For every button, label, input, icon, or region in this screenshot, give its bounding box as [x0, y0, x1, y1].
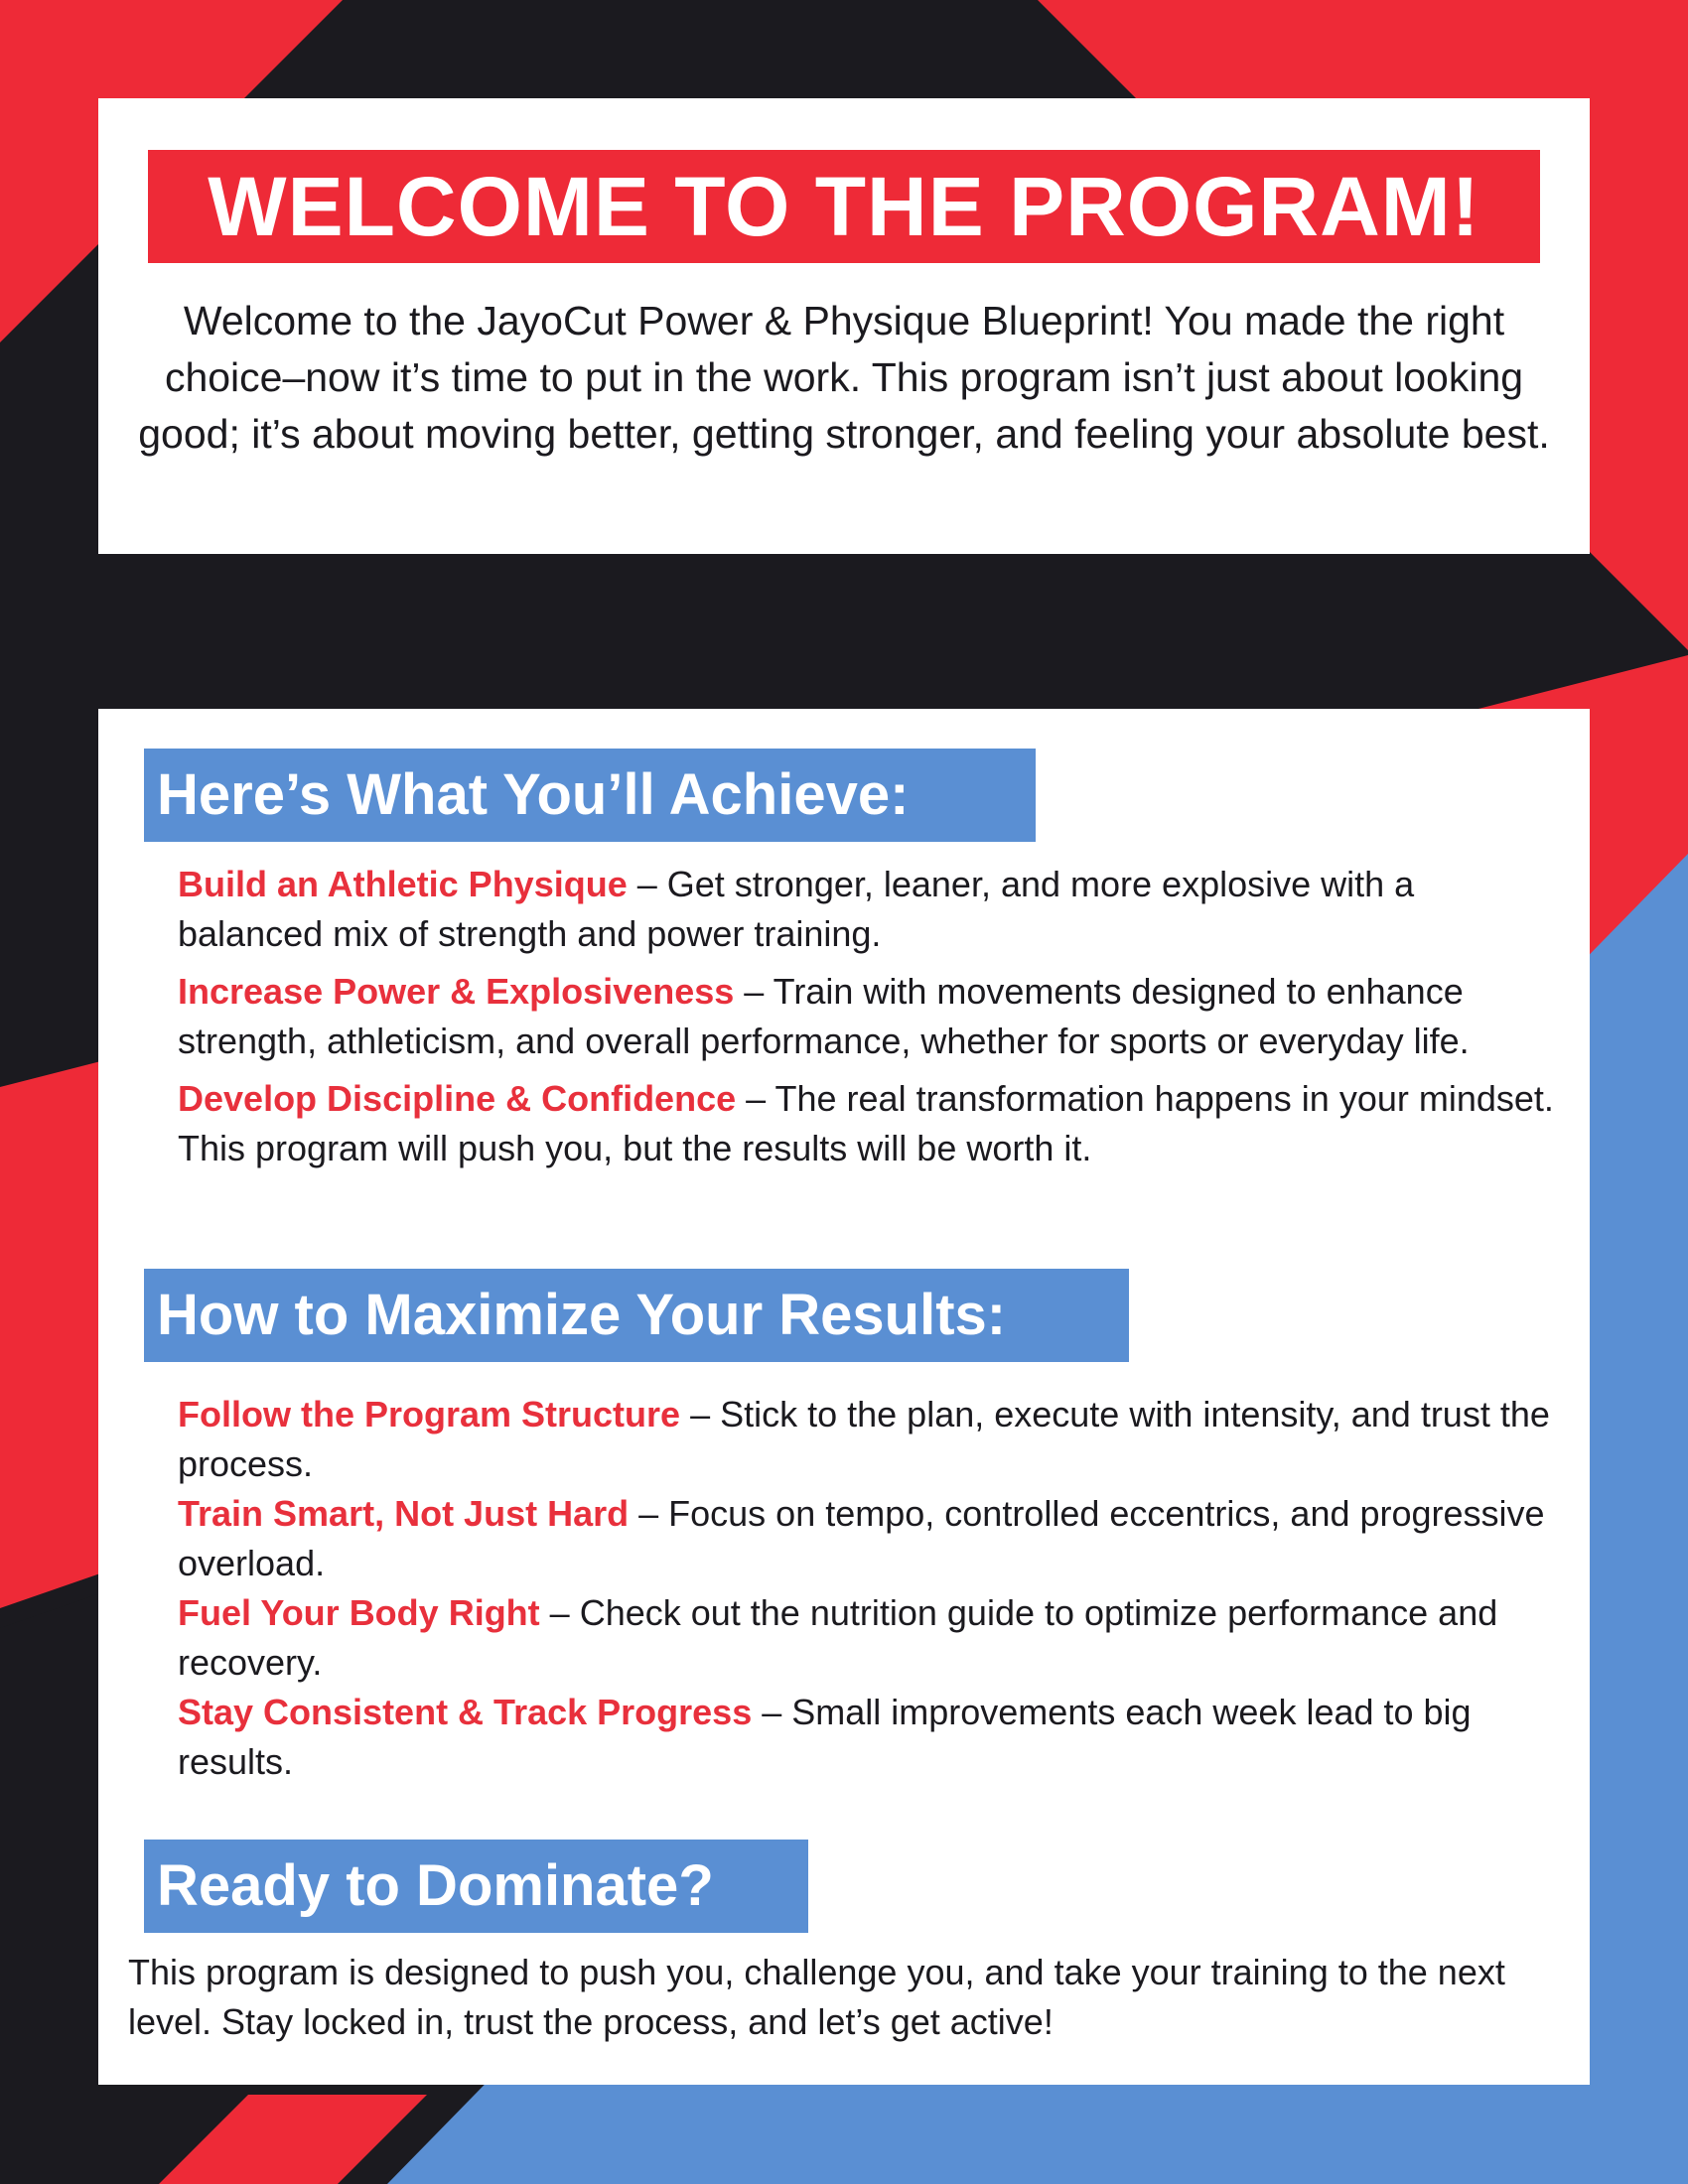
achieve-item-title: Increase Power & Explosiveness — [178, 971, 735, 1012]
achieve-item — [178, 967, 1568, 1066]
achieve-section-heading: Here’s What You’ll Achieve: — [144, 749, 1036, 842]
maximize-item-title: Train Smart, Not Just Hard — [178, 1493, 630, 1534]
maximize-list — [178, 1390, 1568, 1787]
achieve-item-text: – The real transformation happens in your mindset. This program will push you, but the results will be worth it. — [178, 1078, 1554, 1168]
maximize-item-title: Follow the Program Structure — [178, 1394, 681, 1434]
achieve-item — [178, 1074, 1568, 1173]
ready-section-heading: Ready to Dominate? — [144, 1840, 808, 1933]
achieve-list — [178, 860, 1568, 1181]
program-details-card — [98, 709, 1590, 2085]
achieve-item-title: Build an Athletic Physique — [178, 864, 628, 904]
welcome-heading: WELCOME TO THE PROGRAM! — [148, 150, 1540, 263]
maximize-item — [178, 1588, 1568, 1688]
maximize-item — [178, 1489, 1568, 1588]
welcome-card — [98, 98, 1590, 554]
achieve-item — [178, 860, 1568, 959]
maximize-item — [178, 1688, 1568, 1787]
maximize-item-title: Stay Consistent & Track Progress — [178, 1692, 753, 1732]
maximize-item-title: Fuel Your Body Right — [178, 1592, 540, 1633]
maximize-item-text: – Small improvements each week lead to big results. — [178, 1692, 1472, 1782]
maximize-item-text: – Focus on tempo, controlled eccentrics, and progressive overload. — [178, 1493, 1545, 1583]
maximize-section-heading: How to Maximize Your Results: — [144, 1269, 1129, 1362]
achieve-item-title: Develop Discipline & Confidence — [178, 1078, 737, 1119]
maximize-item-text: – Stick to the plan, execute with intensity, and trust the process. — [178, 1394, 1550, 1484]
maximize-item-text: – Check out the nutrition guide to optimize performance and recovery. — [178, 1592, 1498, 1683]
achieve-item-text: – Get stronger, leaner, and more explosive with a balanced mix of strength and power training. — [178, 864, 1415, 954]
maximize-item — [178, 1390, 1568, 1489]
welcome-paragraph: Welcome to the JayoCut Power & Physique Blueprint! You made the right choice–now it’s time to put in the work. This program isn’t just about looking good; it’s about moving better, getting stronger, and feeling your absolute best. — [138, 298, 1550, 457]
ready-paragraph: This program is designed to push you, challenge you, and take your training to the next level. Stay locked in, trust the process, and let’s get active! — [128, 1952, 1505, 2042]
achieve-item-text: – Train with movements designed to enhance strength, athleticism, and overall performance, whether for sports or everyday life. — [178, 971, 1470, 1061]
